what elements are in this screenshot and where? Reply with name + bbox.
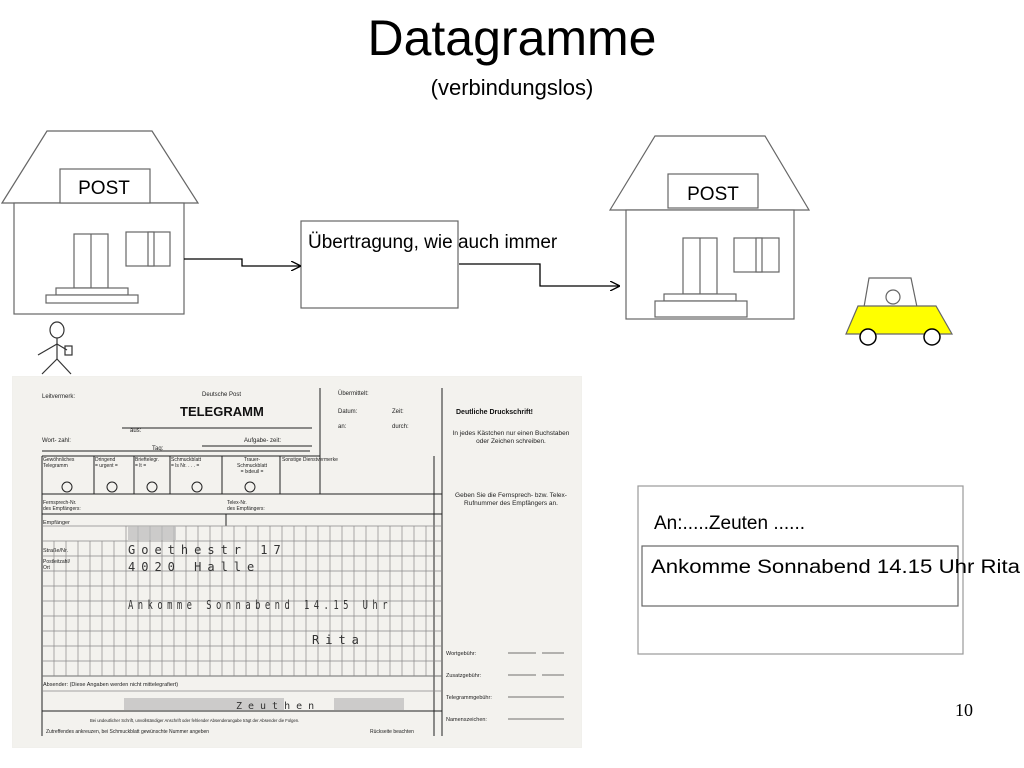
letter-in-hand — [65, 346, 72, 355]
telegram-form-drawing — [12, 376, 582, 748]
form-title: TELEGRAMM — [180, 404, 264, 419]
field-postleitzahl: Postleitzahl/ Ort — [43, 559, 70, 571]
service-option-urgent: Dringend = urgent = — [95, 457, 118, 469]
form-boxes-hint: In jedes Kästchen nur einen Buchstaben oder Zeichen schreiben. — [452, 430, 570, 445]
fee-telegramm: Telegrammgebühr: — [446, 695, 492, 701]
service-option-normal: Gewöhnliches Telegramm — [43, 457, 75, 469]
form-from: aus: — [130, 428, 142, 434]
fee-wort: Wortgebühr: — [446, 651, 477, 657]
car-driver — [886, 290, 900, 304]
field-telex: Telex-Nr. des Empfängers: — [227, 500, 265, 512]
form-wortzahl: Wort- zahl: — [42, 438, 71, 444]
form-zeit: Zeit: — [392, 409, 404, 415]
person-figure — [38, 322, 72, 374]
redaction-recipient — [128, 526, 176, 540]
form-aufgabezeit: Aufgabe- zeit: — [244, 438, 282, 444]
service-option-mourning: Trauer- Schmuckblatt = lxdeuil = — [236, 457, 267, 475]
handwritten-street: Goethestr 17 — [128, 543, 287, 557]
arrow-to-receiver — [459, 264, 619, 286]
car-wheel-front — [860, 329, 876, 345]
form-durch: durch: — [392, 424, 409, 430]
arrow-to-transmission — [184, 259, 300, 266]
field-fernsprech: Fernsprech-Nr. des Empfängers: — [43, 500, 81, 512]
delivered-message: Ankomme Sonnabend 14.15 Uhr Rita — [651, 557, 1021, 578]
form-phone-hint: Geben Sie die Fernsprech- bzw. Telex-Rufnummer des Empfängers an. — [455, 492, 567, 507]
form-leitvermerk: Leitvermerk: — [42, 394, 76, 400]
form-issuer: Deutsche Post — [202, 392, 242, 398]
fee-namen: Namenszeichen: — [446, 717, 487, 723]
service-option-decorative: Schmuckblatt = ls Nr. . . . = — [171, 457, 202, 469]
field-absender: Absender: (Diese Angaben werden nicht mittelegrafiert) — [43, 682, 179, 688]
handwritten-sender: Zeuthen — [236, 701, 321, 712]
service-option-other: Sonstige Dienstvermerke — [282, 457, 338, 463]
field-strasse: Straße/Nr. — [43, 548, 69, 554]
delivered-address: An:.....Zeuten ...... — [654, 513, 806, 534]
fee-zusatz: Zusatzgebühr: — [446, 673, 482, 679]
handwritten-city: 4020 Halle — [128, 560, 261, 574]
telegram-form-scan — [12, 376, 582, 748]
page-subtitle: (verbindungslos) — [430, 75, 594, 100]
sender-post-label: POST — [78, 178, 130, 199]
handwritten-signature: Rita — [312, 633, 365, 647]
handwritten-message: Ankomme Sonnabend 14.15 Uhr — [128, 598, 392, 612]
transmission-label: Übertragung, wie auch immer — [308, 232, 558, 253]
receiver-house — [610, 136, 809, 319]
form-an: an: — [338, 424, 347, 430]
service-option-letter: Brieftelegr. = lt = — [135, 457, 159, 469]
form-instructions-heading: Deutliche Druckschrift! — [456, 409, 534, 416]
form-footer-back: Rückseite beachten — [370, 729, 414, 735]
form-tag: Tag: — [152, 446, 164, 452]
form-footer-cross: Zutreffendes ankreuzen, bei Schmuckblatt gewünschte Nummer angeben — [46, 729, 210, 735]
form-transmitted: Übermittelt: — [338, 391, 369, 397]
form-datum: Datum: — [338, 409, 358, 415]
form-footer-note: Bei undeutlicher Schrift, unvollständiger Anschrift oder fehlender Absenderangabe trägt der Absender die Folgen. — [90, 718, 300, 723]
page-title: Datagramme — [367, 10, 657, 66]
car-wheel-rear — [924, 329, 940, 345]
delivery-car — [846, 278, 952, 345]
field-empfaenger: Empfänger — [43, 520, 70, 526]
sender-house — [2, 131, 198, 314]
receiver-post-label: POST — [687, 184, 739, 205]
slide-number: 10 — [955, 700, 973, 720]
